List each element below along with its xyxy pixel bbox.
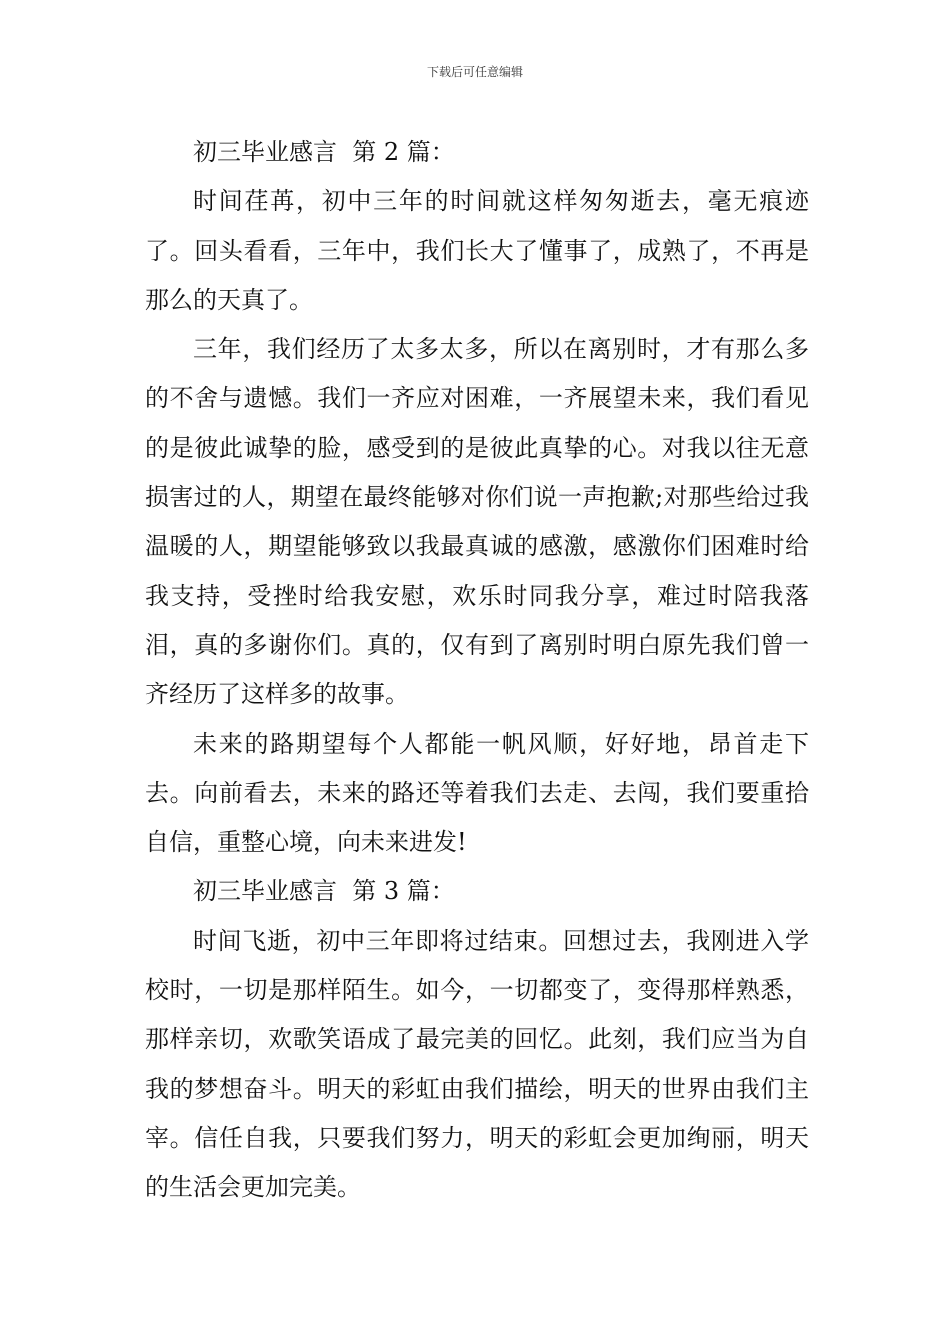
paragraph: 未来的路期望每个人都能一帆风顺，好好地，昂首走下去。向前看去，未来的路还等着我们去走、去闯，我们要重拾自信，重整心境，向未来进发! bbox=[145, 729, 809, 857]
paragraph: 三年，我们经历了太多太多，所以在离别时，才有那么多的不舍与遗憾。我们一齐应对困难，一齐展望未来，我们看见的是彼此诚挚的脸，感受到的是彼此真挚的心。对我以往无意损害过的人，期望在最终能够对你们说一声抱歉;对那些给过我温暖的人，期望能够致以我最真诚的感激，感激你们困难时给我支持，受挫时给我安慰，欢乐时同我分享，难过时陪我落泪，真的多谢你们。真的，仅有到了离别时明白原先我们曾一齐经历了这样多的故事。 bbox=[145, 335, 809, 709]
document-body bbox=[145, 128, 809, 1213]
paragraph: 时间荏苒，初中三年的时间就这样匆匆逝去，毫无痕迹了。回头看看，三年中，我们长大了懂事了，成熟了，不再是那么的天真了。 bbox=[145, 187, 809, 314]
section-heading: 初三毕业感言 第 3 篇： bbox=[193, 877, 455, 906]
page-header: 下载后可任意编辑 bbox=[426, 65, 523, 79]
section-heading: 初三毕业感言 第 2 篇： bbox=[193, 138, 455, 166]
paragraph: 时间飞逝，初中三年即将过结束。回想过去，我刚进入学校时，一切是那样陌生。如今，一切都变了，变得那样熟悉，那样亲切，欢歌笑语成了最完美的回忆。此刻，我们应当为自我的梦想奋斗。明天的彩虹由我们描绘，明天的世界由我们主宰。信任自我，只要我们努力，明天的彩虹会更加绚丽，明天的生活会更加完美。 bbox=[145, 926, 809, 1202]
